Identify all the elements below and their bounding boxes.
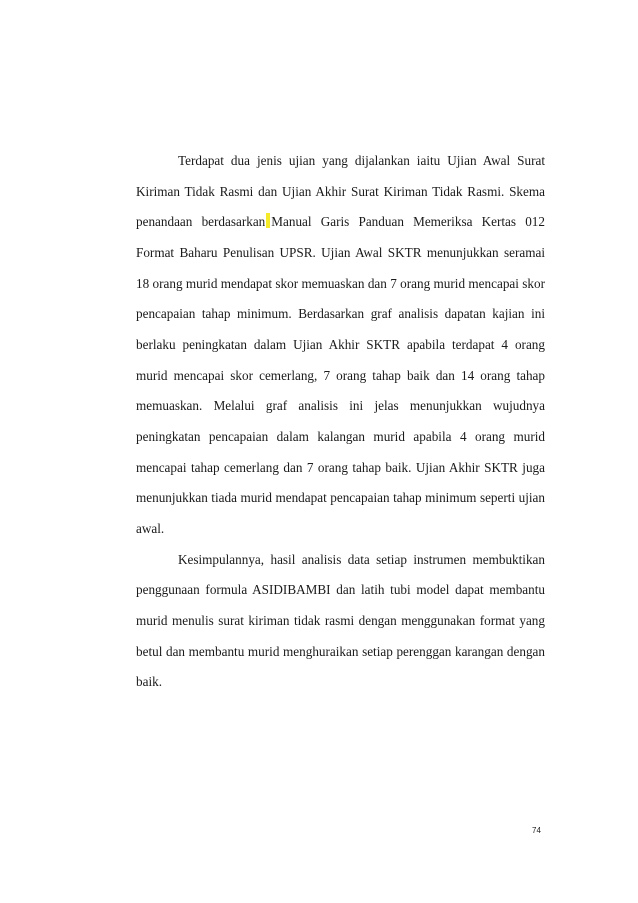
body-text <box>136 146 545 698</box>
paragraph-conclusion-text: Kesimpulannya, hasil analisis data setiap instrumen membuktikan penggunaan formula ASIDIBAMBI dan latih tubi model dapat membantu murid menulis surat kiriman tidak rasmi dengan menggunakan format yang betul dan membantu murid menghuraikan setiap perenggan karangan dengan baik. <box>136 551 545 690</box>
page-number: 74 <box>532 826 541 835</box>
text-highlight-mark <box>266 213 270 228</box>
paragraph-conclusion <box>136 545 545 698</box>
paragraph-results <box>136 146 545 545</box>
paragraph-results-text-part2: Manual Garis Panduan Memeriksa Kertas 012 Format Baharu Penulisan UPSR. Ujian Awal SKTR menunjukkan seramai 18 orang murid mendapat skor memuaskan dan 7 orang murid mencapai skor pencapaian tahap minimum. Berdasarkan graf analisis dapatan kajian ini berlaku peningkatan dalam Ujian Akhir SKTR apabila terdapat 4 orang murid mencapai skor cemerlang, 7 orang tahap baik dan 14 orang tahap memuaskan. Melalui graf analisis ini jelas menunjukkan wujudnya peningkatan pencapaian dalam kalangan murid apabila 4 orang murid mencapai tahap cemerlang dan 7 orang tahap baik. Ujian Akhir SKTR juga menunjukkan tiada murid mendapat pencapaian tahap minimum seperti ujian awal. <box>136 214 545 536</box>
paragraph-results-text-part1: Terdapat dua jenis ujian yang dijalankan iaitu Ujian Awal Surat Kiriman Tidak Rasmi dan Ujian Akhir Surat Kiriman Tidak Rasmi. Skema penandaan berdasarkan <box>136 153 545 230</box>
